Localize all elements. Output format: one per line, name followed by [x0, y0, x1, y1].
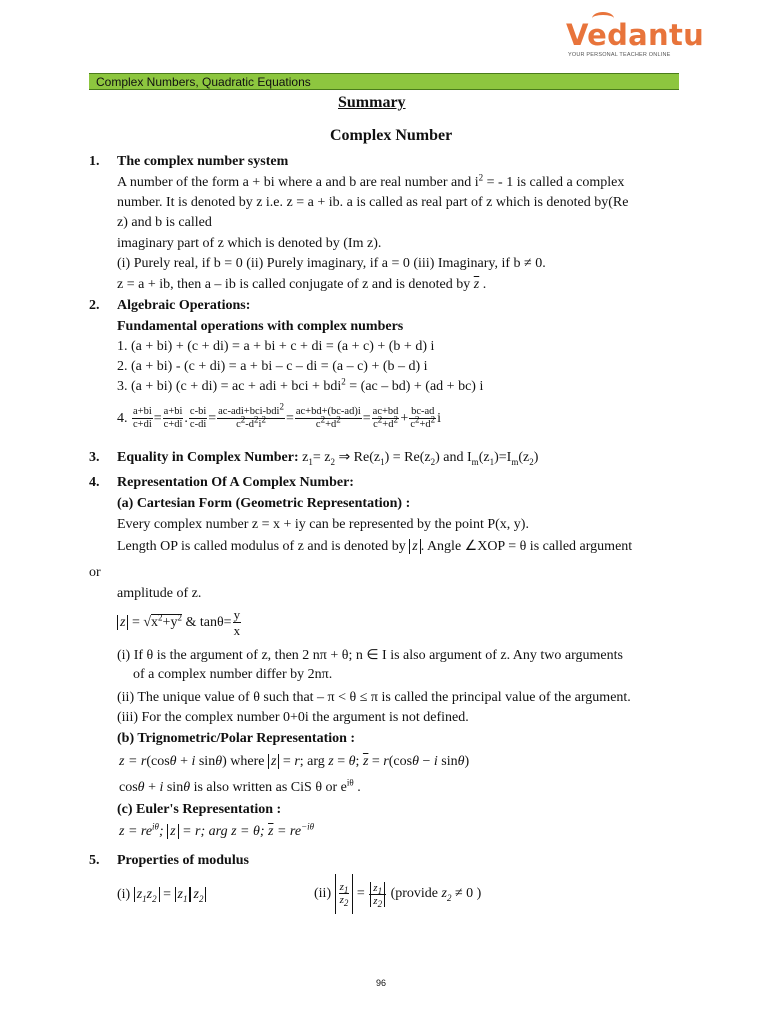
s5-prop-2: (ii) $\frac{z_1}{z_2}$ = $\frac{z_1}{z_2}$ (provide $z_2 \ne 0$ )	[314, 874, 481, 914]
summary-title: Summary	[338, 94, 406, 111]
s4-polar-formula: z = r(cosθ + i sinθ) where z = r; arg z = θ; $\overline{z} = r(\cos\theta - i$ sinθ)	[119, 754, 470, 769]
s4-polar-heading: (b) Trignometric/Polar Representation :	[117, 731, 356, 746]
section-5-number: 5.	[89, 853, 100, 868]
s4-line-1: Every complex number z = x + iy can be represented by the point P(x, y).	[117, 517, 529, 532]
s1-line-6: z = a + ib, then a – ib is called conjugate of z and is denoted by $\overline{z}$ .	[117, 277, 487, 292]
logo-word: Vedantu	[566, 18, 705, 52]
s4-cartesian-heading: (a) Cartesian Form (Geometric Representation) :	[117, 496, 411, 511]
s5-prop-1: (i) $z_1z_2 = z_1$ $z_2$	[117, 886, 206, 903]
s4-item-3: (iii) For the complex number 0+0i the argument is not defined.	[117, 710, 469, 725]
logo-swoosh-icon	[592, 12, 614, 25]
s4-euler-formula: $z = re^{i\theta}$; z = r; arg z = θ; $\overline{z} = re^{-i\theta}$	[119, 821, 315, 839]
section-2-heading: Algebraic Operations:	[117, 298, 251, 313]
section-1-number: 1.	[89, 154, 100, 169]
s4-euler-heading: (c) Euler's Representation :	[117, 802, 282, 817]
s4-item-1b: of a complex number differ by 2nπ.	[133, 667, 333, 682]
vedantu-logo	[566, 18, 705, 58]
s1-line-3: z) and b is called	[117, 215, 212, 230]
s4-cis-line: cosθ + i sinθ is also written as CiS θ or $e^{i\theta}$ .	[119, 777, 361, 795]
s2-line-2: 2. (a + bi) - (c + di) = a + bi – c – di = (a – c) + (b – d) i	[117, 359, 428, 374]
s2-line-1: 1. (a + bi) + (c + di) = a + bi + c + di = (a + c) + (b + d) i	[117, 339, 435, 354]
section-1-heading: The complex number system	[117, 154, 289, 169]
logo-tagline: YOUR PERSONAL TEACHER ONLINE	[568, 52, 671, 58]
s4-modulus-formula: $z = √x^2+y^2$ & tanθ= $\frac{y}{x}$	[117, 606, 242, 640]
s4-item-2: (ii) The unique value of θ such that – π < θ ≤ π is called the principal value of the argument.	[117, 690, 631, 705]
section-3-line: Equality in Complex Number: $z_1= z_2$ ⇒ $Re(z_1) = Re(z_2)$ and $I_m(z_1)=I_m(z_2)$	[117, 450, 539, 467]
s2-line-3: 3. (a + bi) (c + di) = ac + adi + bci + bdi$^2$ = (ac – bd) + (ad + bc) i	[117, 376, 484, 394]
section-2-subheading: Fundamental operations with complex numbers	[117, 319, 404, 334]
s2-division-formula: 4. $\frac{a+bi}{c+di}$ = $\frac{a+bi}{c+di}$ . $\frac{c-bi}{c-di}$ = $\frac{ac-adi+bci-bdi^2}{c^2-d^2i^2}$ = $\frac{ac+bd+(bc-ad)i}{c^2+d^2}$ = $\frac{ac+bd}{c^2+d^2}$ + $\frac{bc-ad}{c^2+d^2}$ i	[117, 401, 442, 431]
s4-line-2: Length OP is called modulus of z and is denoted by z . Angle ∠XOP = θ is called argument	[117, 539, 633, 554]
s1-line-1: A number of the form a + bi where a and b are real number and $i^2$ = - 1 is called a complex	[117, 172, 625, 190]
section-4-number: 4.	[89, 475, 100, 490]
section-2-number: 2.	[89, 298, 100, 313]
s4-or: or	[89, 565, 101, 580]
s1-line-5: (i) Purely real, if b = 0 (ii) Purely imaginary, if a = 0 (iii) Imaginary, if b ≠ 0.	[117, 256, 546, 271]
page-number: 96	[376, 978, 387, 988]
s1-line-4: imaginary part of z which is denoted by (Im z).	[117, 236, 382, 251]
chapter-banner: Complex Numbers, Quadratic Equations	[89, 73, 679, 90]
section-3-number: 3.	[89, 450, 100, 465]
s4-line-3: amplitude of z.	[117, 586, 202, 601]
s4-item-1: (i) If θ is the argument of z, then 2 nπ + θ; n ∈ I is also argument of z. Any two arguments	[117, 648, 623, 663]
section-5-heading: Properties of modulus	[117, 853, 249, 868]
s1-line-2: number. It is denoted by z i.e. z = a + ib. a is called as real part of z which is denoted by(Re	[117, 195, 629, 210]
section-title: Complex Number	[330, 127, 453, 144]
section-4-heading: Representation Of A Complex Number:	[117, 475, 354, 490]
